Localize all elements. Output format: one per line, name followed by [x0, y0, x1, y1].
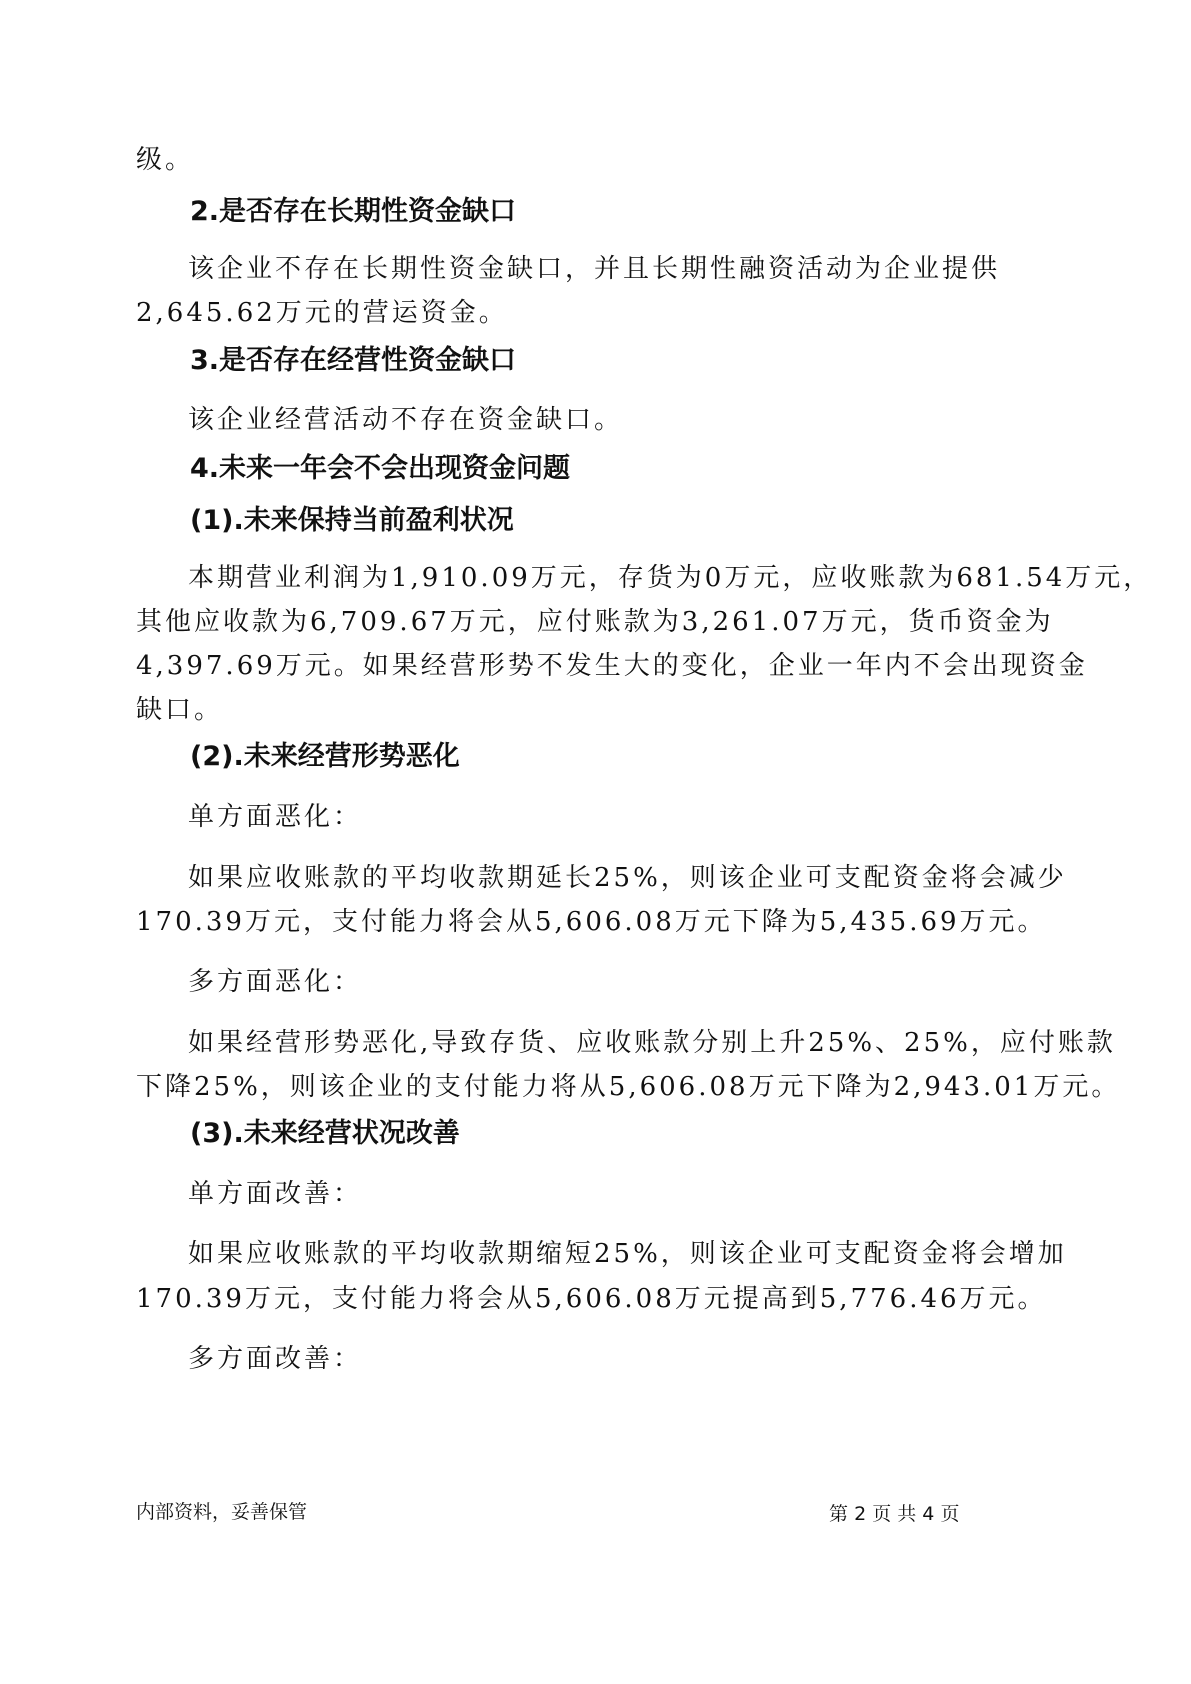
- paragraph-line: 该企业经营活动不存在资金缺口。: [188, 405, 624, 435]
- page-number: [829, 1502, 959, 1526]
- scenario-label: 单方面改善：: [188, 1179, 363, 1209]
- section-heading-2: 2.是否存在长期性资金缺口: [190, 196, 517, 227]
- paragraph-line: 如果应收账款的平均收款期延长25%，则该企业可支配资金将会减少: [188, 863, 1067, 893]
- scenario-label: 多方面恶化：: [188, 967, 363, 997]
- page-total: 4: [922, 1503, 935, 1525]
- section-heading-4: 4.未来一年会不会出现资金问题: [190, 453, 571, 484]
- paragraph-line: 其他应收款为6,709.67万元，应付账款为3,261.07万元，货币资金为: [136, 607, 1054, 637]
- subsection-heading-4-2: (2).未来经营形势恶化: [190, 741, 460, 772]
- page-mid: 页 共: [872, 1503, 917, 1525]
- footer-confidential-note: 内部资料，妥善保管: [136, 1501, 308, 1523]
- paragraph-line: 缺口。: [136, 695, 224, 725]
- page-suffix: 页: [940, 1503, 960, 1525]
- scenario-label: 多方面改善：: [188, 1344, 363, 1374]
- paragraph-line: 170.39万元，支付能力将会从5,606.08万元提高到5,776.46万元。: [136, 1284, 1047, 1314]
- scenario-label: 单方面恶化：: [188, 802, 363, 832]
- continuation-line: 级。: [136, 145, 195, 175]
- paragraph-line: 本期营业利润为1,910.09万元，存货为0万元，应收账款为681.54万元，: [188, 563, 1153, 593]
- section-heading-3: 3.是否存在经营性资金缺口: [190, 345, 517, 376]
- subsection-heading-4-1: (1).未来保持当前盈利状况: [190, 505, 514, 536]
- paragraph-line: 2,645.62万元的营运资金。: [136, 298, 508, 328]
- page-prefix: 第: [829, 1503, 849, 1525]
- paragraph-line: 4,397.69万元。如果经营形势不发生大的变化，企业一年内不会出现资金: [136, 651, 1088, 681]
- paragraph-line: 170.39万元，支付能力将会从5,606.08万元下降为5,435.69万元。: [136, 907, 1047, 937]
- paragraph-line: 如果应收账款的平均收款期缩短25%，则该企业可支配资金将会增加: [188, 1239, 1067, 1269]
- paragraph-line: 下降25%，则该企业的支付能力将从5,606.08万元下降为2,943.01万元。: [136, 1072, 1121, 1102]
- paragraph-line: 如果经营形势恶化,导致存货、应收账款分别上升25%、25%，应付账款: [188, 1028, 1116, 1058]
- paragraph-line: 该企业不存在长期性资金缺口，并且长期性融资活动为企业提供: [188, 254, 1001, 284]
- subsection-heading-4-3: (3).未来经营状况改善: [190, 1118, 460, 1149]
- page-current: 2: [854, 1503, 867, 1525]
